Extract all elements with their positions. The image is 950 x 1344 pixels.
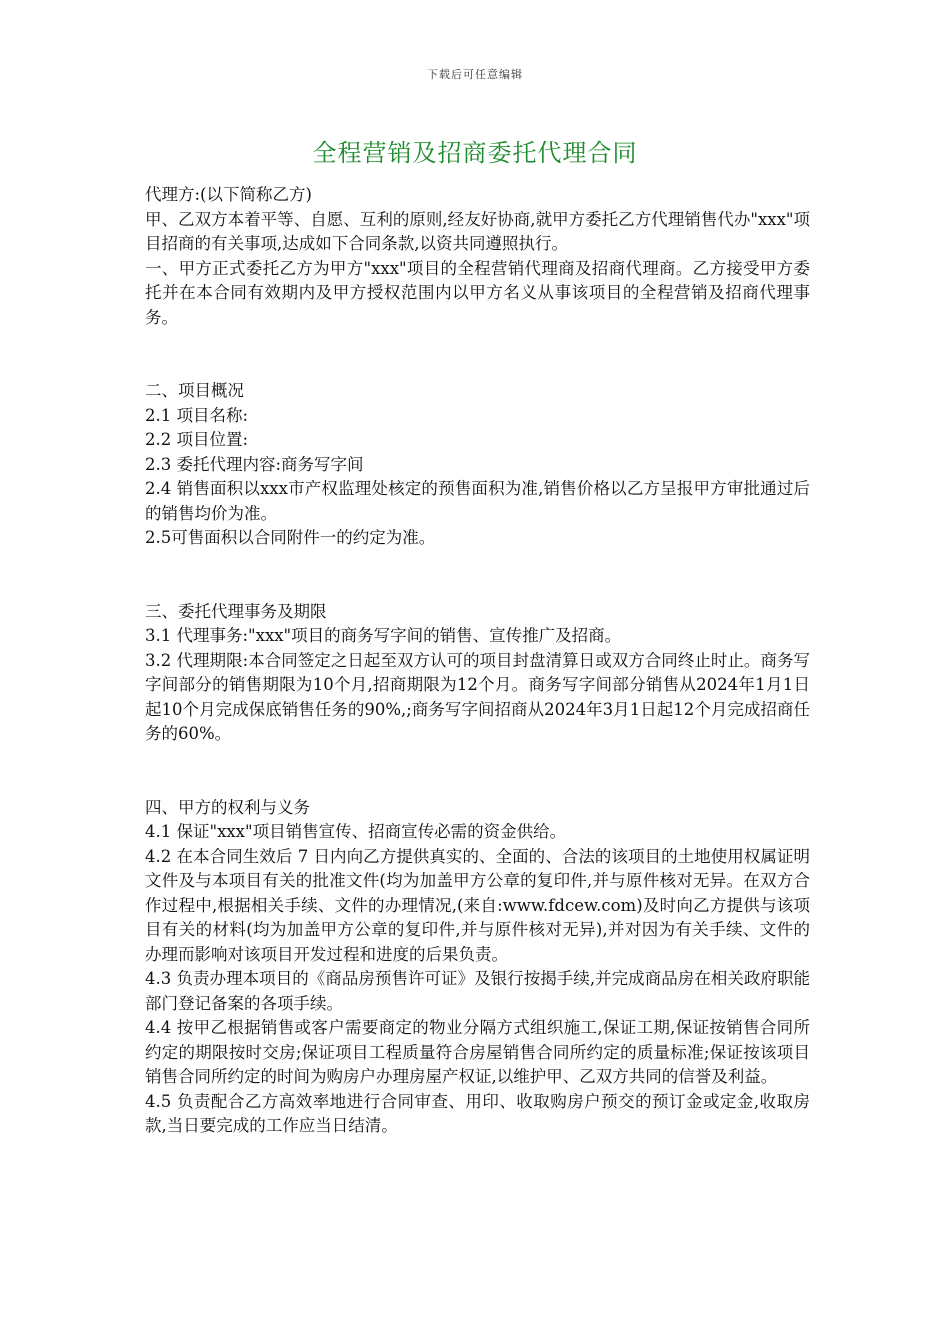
paragraph: 4.2 在本合同生效后 7 日内向乙方提供真实的、全面的、合法的该项目的土地使用权属证明文件及与本项目有关的批准文件(均为加盖甲方公章的复印件,并与原件核对无异。在双方合作过程中,根据相关手续、文件的办理情况,(来自:www.fdcew.com)及时向乙方提供与该项目有关的材料(均为加盖甲方公章的复印件,并与原件核对无异),并对因为有关手续、文件的办理而影响对该项目开发过程和进度的后果负责。 [145,846,810,964]
paragraph: 2.3 委托代理内容:商务写字间 [145,454,364,474]
paragraph: 4.4 按甲乙根据销售或客户需要商定的物业分隔方式组织施工,保证工期,保证按销售合同所约定的期限按时交房;保证项目工程质量符合房屋销售合同所约定的质量标准;保证按该项目销售合同所约定的时间为购房户办理房屋产权证,以维护甲、乙双方共同的信誉及利益。 [145,1018,810,1086]
paragraph: 2.1 项目名称: [145,405,249,425]
paragraph: 甲、乙双方本着平等、自愿、互利的原则,经友好协商,就甲方委托乙方代理销售代办"xxx"项目招商的有关事项,达成如下合同条款,以资共同遵照执行。 [145,209,810,253]
header-note: 下载后可任意编辑 [427,68,523,81]
section-gap [145,330,810,379]
paragraph: 4.3 负责办理本项目的《商品房预售许可证》及银行按揭手续,并完成商品房在相关政府职能部门登记备案的各项手续。 [145,969,810,1013]
paragraph: 3.2 代理期限:本合同签定之日起至双方认可的项目封盘清算日或双方合同终止时止。商务写字间部分的销售期限为10个月,招商期限为12个月。商务写字间部分销售从2024年1月1日起10个月完成保底销售任务的90%,;商务写字间招商从2024年3月1日起12个月完成招商任务的60%。 [145,650,810,743]
paragraph: 4.1 保证"xxx"项目销售宣传、招商宣传必需的资金供给。 [145,822,567,841]
section-heading: 四、甲方的权利与义务 [145,797,310,817]
paragraph: 一、甲方正式委托乙方为甲方"xxx"项目的全程营销代理商及招商代理商。乙方接受甲方委托并在本合同有效期内及甲方授权范围内以甲方名义从事该项目的全程营销及招商代理事务。 [145,258,810,327]
paragraph: 2.2 项目位置: [145,430,249,449]
document-title: 全程营销及招商委托代理合同 [312,139,638,167]
paragraph: 代理方:(以下简称乙方) [145,185,312,204]
paragraph: 3.1 代理事务:"xxx"项目的商务写字间的销售、宣传推广及招商。 [145,626,622,645]
paragraph: 4.5 负责配合乙方高效率地进行合同审查、用印、收取购房户预交的预订金或定金,收取房款,当日要完成的工作应当日结清。 [145,1091,810,1135]
section-heading: 三、委托代理事务及期限 [145,601,327,621]
document-body [145,183,810,1139]
paragraph: 2.5可售面积以合同附件一的约定为准。 [145,528,436,547]
section-gap [145,747,810,796]
paragraph: 2.4 销售面积以xxx市产权监理处核定的预售面积为准,销售价格以乙方呈报甲方审批通过后的销售均价为准。 [145,479,810,523]
section-heading: 二、项目概况 [145,381,244,400]
section-gap [145,551,810,600]
